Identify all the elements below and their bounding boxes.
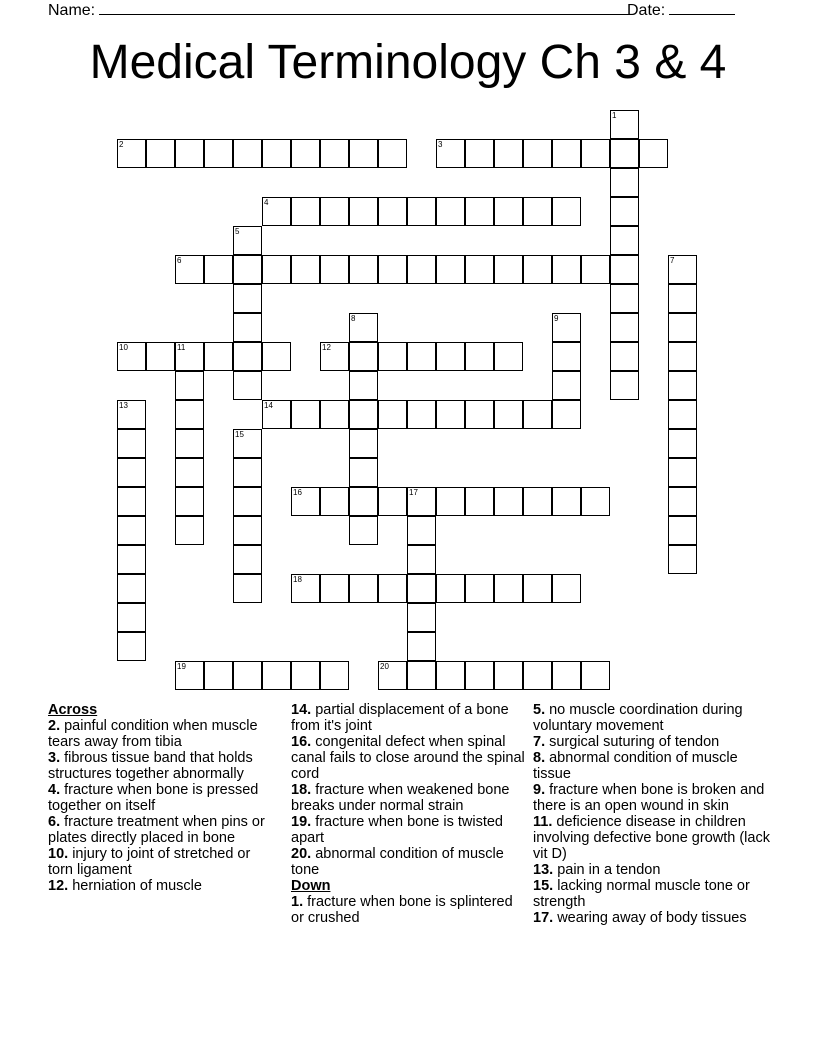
clue-text: surgical suturing of tendon [545, 734, 720, 750]
crossword-cell[interactable] [320, 487, 349, 516]
crossword-cell[interactable] [233, 284, 262, 313]
crossword-cell[interactable] [552, 139, 581, 168]
clue-column-1 [48, 702, 274, 894]
crossword-cell[interactable] [233, 516, 262, 545]
across-clue [48, 750, 274, 782]
crossword-cell[interactable] [465, 487, 494, 516]
crossword-cell[interactable] [407, 603, 436, 632]
clue-number-label: 18. [291, 782, 312, 798]
crossword-cell[interactable] [523, 400, 552, 429]
clue-number-label: 20. [291, 846, 312, 862]
crossword-cell[interactable] [378, 574, 407, 603]
crossword-cell[interactable] [494, 400, 523, 429]
crossword-cell[interactable] [494, 574, 523, 603]
crossword-cell[interactable] [262, 139, 291, 168]
crossword-cell[interactable] [581, 487, 610, 516]
crossword-cell[interactable] [552, 487, 581, 516]
clue-number: 3 [438, 140, 443, 149]
crossword-cell[interactable] [175, 342, 204, 371]
crossword-cell[interactable] [117, 139, 146, 168]
crossword-cell[interactable] [378, 342, 407, 371]
name-label: Name: [48, 2, 96, 19]
crossword-cell[interactable] [146, 139, 175, 168]
down-heading: Down [291, 878, 331, 894]
crossword-cell[interactable] [378, 197, 407, 226]
date-label: Date: [627, 2, 666, 19]
across-clue [48, 846, 274, 878]
clue-number: 19 [177, 662, 186, 671]
crossword-cell[interactable] [117, 516, 146, 545]
crossword-cell[interactable] [233, 574, 262, 603]
clue-number: 10 [119, 343, 128, 352]
down-clue [291, 894, 525, 926]
crossword-cell[interactable] [262, 661, 291, 690]
crossword-cell[interactable] [668, 516, 697, 545]
crossword-cell[interactable] [465, 574, 494, 603]
crossword-cell[interactable] [320, 574, 349, 603]
crossword-cell[interactable] [639, 139, 668, 168]
crossword-cell[interactable] [291, 197, 320, 226]
crossword-cell[interactable] [668, 545, 697, 574]
crossword-cell[interactable] [175, 371, 204, 400]
across-clue [291, 814, 525, 846]
crossword-cell[interactable] [436, 197, 465, 226]
clue-text: fracture when weakened bone breaks under normal strain [291, 782, 510, 814]
clue-number-label: 12. [48, 878, 69, 894]
crossword-cell[interactable] [320, 197, 349, 226]
clue-number: 6 [177, 256, 182, 265]
clue-number: 17 [409, 488, 418, 497]
crossword-cell[interactable] [117, 603, 146, 632]
crossword-cell[interactable] [610, 371, 639, 400]
crossword-cell[interactable] [610, 226, 639, 255]
down-clue [533, 782, 773, 814]
crossword-cell[interactable] [436, 487, 465, 516]
crossword-cell[interactable] [465, 661, 494, 690]
crossword-cell[interactable] [523, 574, 552, 603]
crossword-cell[interactable] [523, 487, 552, 516]
clue-number-label: 16. [291, 734, 312, 750]
across-clue [48, 814, 274, 846]
crossword-cell[interactable] [407, 545, 436, 574]
crossword-cell[interactable] [175, 487, 204, 516]
crossword-cell[interactable] [407, 400, 436, 429]
crossword-cell[interactable] [552, 313, 581, 342]
clue-text: congenital defect when spinal canal fails to close around the spinal cord [291, 734, 525, 782]
clue-number-label: 17. [533, 910, 554, 926]
crossword-cell[interactable] [117, 632, 146, 661]
crossword-cell[interactable] [320, 139, 349, 168]
crossword-cell[interactable] [262, 342, 291, 371]
crossword-cell[interactable] [610, 342, 639, 371]
across-heading: Across [48, 702, 98, 718]
crossword-cell[interactable] [523, 197, 552, 226]
clue-number: 12 [322, 343, 331, 352]
clue-text: painful condition when muscle tears away from tibia [48, 718, 258, 750]
crossword-cell[interactable] [349, 255, 378, 284]
crossword-cell[interactable] [465, 342, 494, 371]
clue-number: 9 [554, 314, 559, 323]
crossword-cell[interactable] [523, 255, 552, 284]
clue-number-label: 14. [291, 702, 312, 718]
clue-column-3 [533, 702, 773, 926]
crossword-cell[interactable] [117, 545, 146, 574]
crossword-cell[interactable] [175, 458, 204, 487]
clue-number-label: 9. [533, 782, 546, 798]
crossword-cell[interactable] [407, 574, 436, 603]
clue-number: 4 [264, 198, 269, 207]
crossword-cell[interactable] [117, 400, 146, 429]
crossword-cell[interactable] [233, 458, 262, 487]
crossword-cell[interactable] [233, 429, 262, 458]
crossword-cell[interactable] [494, 342, 523, 371]
crossword-cell[interactable] [233, 545, 262, 574]
crossword-cell[interactable] [204, 342, 233, 371]
clue-number: 8 [351, 314, 356, 323]
across-clue [48, 782, 274, 814]
crossword-cell[interactable] [320, 342, 349, 371]
crossword-cell[interactable] [233, 226, 262, 255]
crossword-cell[interactable] [378, 661, 407, 690]
crossword-cell[interactable] [262, 400, 291, 429]
down-clue [533, 910, 773, 926]
clue-number-label: 19. [291, 814, 312, 830]
crossword-cell[interactable] [668, 458, 697, 487]
crossword-cell[interactable] [668, 342, 697, 371]
crossword-cell[interactable] [465, 139, 494, 168]
crossword-cell[interactable] [117, 574, 146, 603]
crossword-cell[interactable] [494, 197, 523, 226]
page-title: Medical Terminology Ch 3 & 4 [89, 36, 727, 89]
crossword-cell[interactable] [610, 284, 639, 313]
crossword-cell[interactable] [552, 574, 581, 603]
across-clue [48, 878, 274, 894]
crossword-cell[interactable] [175, 139, 204, 168]
crossword-cell[interactable] [581, 661, 610, 690]
clue-number: 7 [670, 256, 675, 265]
crossword-cell[interactable] [117, 342, 146, 371]
crossword-cell[interactable] [523, 661, 552, 690]
down-clue [533, 878, 773, 910]
crossword-cell[interactable] [581, 139, 610, 168]
clue-number-label: 11. [533, 814, 553, 830]
crossword-cell[interactable] [175, 429, 204, 458]
clue-number-label: 4. [48, 782, 61, 798]
clue-number-label: 3. [48, 750, 61, 766]
crossword-cell[interactable] [552, 371, 581, 400]
crossword-cell[interactable] [117, 487, 146, 516]
crossword-cell[interactable] [175, 661, 204, 690]
down-clue [533, 862, 773, 878]
crossword-cell[interactable] [291, 139, 320, 168]
crossword-cell[interactable] [233, 255, 262, 284]
crossword-cell[interactable] [146, 342, 175, 371]
crossword-cell[interactable] [610, 255, 639, 284]
crossword-cell[interactable] [610, 168, 639, 197]
crossword-cell[interactable] [233, 139, 262, 168]
crossword-cell[interactable] [668, 400, 697, 429]
crossword-cell[interactable] [349, 139, 378, 168]
crossword-cell[interactable] [668, 429, 697, 458]
crossword-cell[interactable] [204, 661, 233, 690]
crossword-cell[interactable] [407, 197, 436, 226]
clue-number: 1 [612, 111, 617, 120]
across-clue [48, 718, 274, 750]
crossword-cell[interactable] [349, 342, 378, 371]
across-clue [291, 702, 525, 734]
crossword-cell[interactable] [610, 139, 639, 168]
across-clue [291, 734, 525, 782]
crossword-cell[interactable] [349, 487, 378, 516]
crossword-cell[interactable] [552, 400, 581, 429]
clue-text: wearing away of body tissues [553, 910, 747, 926]
clue-number: 11 [177, 343, 186, 352]
crossword-cell[interactable] [552, 661, 581, 690]
crossword-cell[interactable] [291, 255, 320, 284]
crossword-cell[interactable] [378, 139, 407, 168]
crossword-cell[interactable] [436, 139, 465, 168]
crossword-cell[interactable] [320, 400, 349, 429]
crossword-cell[interactable] [465, 400, 494, 429]
crossword-cell[interactable] [436, 574, 465, 603]
clue-number: 5 [235, 227, 240, 236]
clue-number-label: 8. [533, 750, 546, 766]
crossword-cell[interactable] [668, 255, 697, 284]
crossword-cell[interactable] [407, 487, 436, 516]
crossword-cell[interactable] [175, 255, 204, 284]
clue-text: injury to joint of stretched or torn ligament [48, 846, 251, 878]
clue-text: fibrous tissue band that holds structures together abnormally [48, 750, 253, 782]
crossword-cell[interactable] [610, 110, 639, 139]
crossword-cell[interactable] [175, 516, 204, 545]
crossword-cell[interactable] [668, 284, 697, 313]
crossword-cell[interactable] [233, 371, 262, 400]
clue-text: fracture when bone is broken and there is an open wound in skin [533, 782, 765, 814]
across-clue [291, 782, 525, 814]
clue-number: 18 [293, 575, 302, 584]
crossword-cell[interactable] [552, 342, 581, 371]
across-clue [291, 846, 525, 878]
crossword-cell[interactable] [349, 313, 378, 342]
crossword-cell[interactable] [349, 429, 378, 458]
crossword-cell[interactable] [349, 516, 378, 545]
clue-number-label: 2. [48, 718, 61, 734]
clue-text: no muscle coordination during voluntary movement [533, 702, 743, 734]
crossword-cell[interactable] [291, 487, 320, 516]
clue-number-label: 7. [533, 734, 546, 750]
clue-text: abnormal condition of muscle tone [291, 846, 504, 878]
crossword-cell[interactable] [407, 632, 436, 661]
clue-text: fracture when bone is pressed together on itself [48, 782, 259, 814]
crossword-cell[interactable] [465, 255, 494, 284]
crossword-cell[interactable] [494, 487, 523, 516]
down-clue [533, 750, 773, 782]
crossword-cell[interactable] [494, 139, 523, 168]
crossword-cell[interactable] [204, 255, 233, 284]
clue-text: pain in a tendon [553, 862, 661, 878]
crossword-cell[interactable] [494, 661, 523, 690]
crossword-cell[interactable] [407, 342, 436, 371]
crossword-cell[interactable] [668, 313, 697, 342]
crossword-cell[interactable] [262, 255, 291, 284]
down-clue [533, 814, 773, 862]
crossword-cell[interactable] [233, 661, 262, 690]
crossword-cell[interactable] [349, 371, 378, 400]
crossword-cell[interactable] [233, 487, 262, 516]
clue-number-label: 5. [533, 702, 546, 718]
crossword-cell[interactable] [320, 661, 349, 690]
crossword-cell[interactable] [204, 139, 233, 168]
clue-text: fracture treatment when pins or plates directly placed in bone [48, 814, 265, 846]
clue-text: abnormal condition of muscle tissue [533, 750, 738, 782]
clue-number-label: 1. [291, 894, 304, 910]
clue-text: fracture when bone is twisted apart [291, 814, 503, 846]
clue-text: herniation of muscle [68, 878, 202, 894]
crossword-cell[interactable] [465, 197, 494, 226]
crossword-cell[interactable] [349, 197, 378, 226]
clue-column-2 [291, 702, 525, 926]
crossword-cell[interactable] [175, 400, 204, 429]
crossword-cell[interactable] [291, 400, 320, 429]
crossword-cell[interactable] [349, 400, 378, 429]
crossword-cell[interactable] [233, 313, 262, 342]
crossword-cell[interactable] [552, 197, 581, 226]
crossword-cell[interactable] [407, 255, 436, 284]
clue-text: deficience disease in children involving defective bone growth (lack vit D) [533, 814, 770, 862]
crossword-cell[interactable] [117, 458, 146, 487]
clue-number-label: 15. [533, 878, 554, 894]
crossword-cell[interactable] [436, 342, 465, 371]
clue-number: 20 [380, 662, 389, 671]
crossword-cell[interactable] [407, 661, 436, 690]
crossword-cell[interactable] [233, 342, 262, 371]
crossword-cell[interactable] [668, 371, 697, 400]
clue-number-label: 10. [48, 846, 69, 862]
clue-text: fracture when bone is splintered or crushed [291, 894, 513, 926]
crossword-cell[interactable] [610, 197, 639, 226]
clue-number: 2 [119, 140, 124, 149]
crossword-cell[interactable] [436, 400, 465, 429]
clue-number: 15 [235, 430, 244, 439]
crossword-cell[interactable] [436, 255, 465, 284]
crossword-cell[interactable] [349, 458, 378, 487]
clue-text: partial displacement of a bone from it's joint [291, 702, 509, 734]
clue-number-label: 13. [533, 862, 554, 878]
clue-number-label: 6. [48, 814, 61, 830]
crossword-cell[interactable] [320, 255, 349, 284]
crossword-cell[interactable] [581, 255, 610, 284]
crossword-cell[interactable] [523, 139, 552, 168]
clue-number: 16 [293, 488, 302, 497]
crossword-cell[interactable] [291, 574, 320, 603]
crossword-cell[interactable] [552, 255, 581, 284]
clue-number: 14 [264, 401, 273, 410]
crossword-cell[interactable] [378, 487, 407, 516]
crossword-cell[interactable] [117, 429, 146, 458]
crossword-cell[interactable] [610, 313, 639, 342]
down-clue [533, 734, 773, 750]
down-clue [533, 702, 773, 734]
crossword-cell[interactable] [407, 516, 436, 545]
clue-number: 13 [119, 401, 128, 410]
crossword-cell[interactable] [291, 661, 320, 690]
crossword-cell[interactable] [349, 574, 378, 603]
crossword-cell[interactable] [668, 487, 697, 516]
crossword-cell[interactable] [494, 255, 523, 284]
clue-text: lacking normal muscle tone or strength [533, 878, 750, 910]
crossword-cell[interactable] [378, 400, 407, 429]
crossword-cell[interactable] [436, 661, 465, 690]
crossword-cell[interactable] [378, 255, 407, 284]
crossword-cell[interactable] [262, 197, 291, 226]
